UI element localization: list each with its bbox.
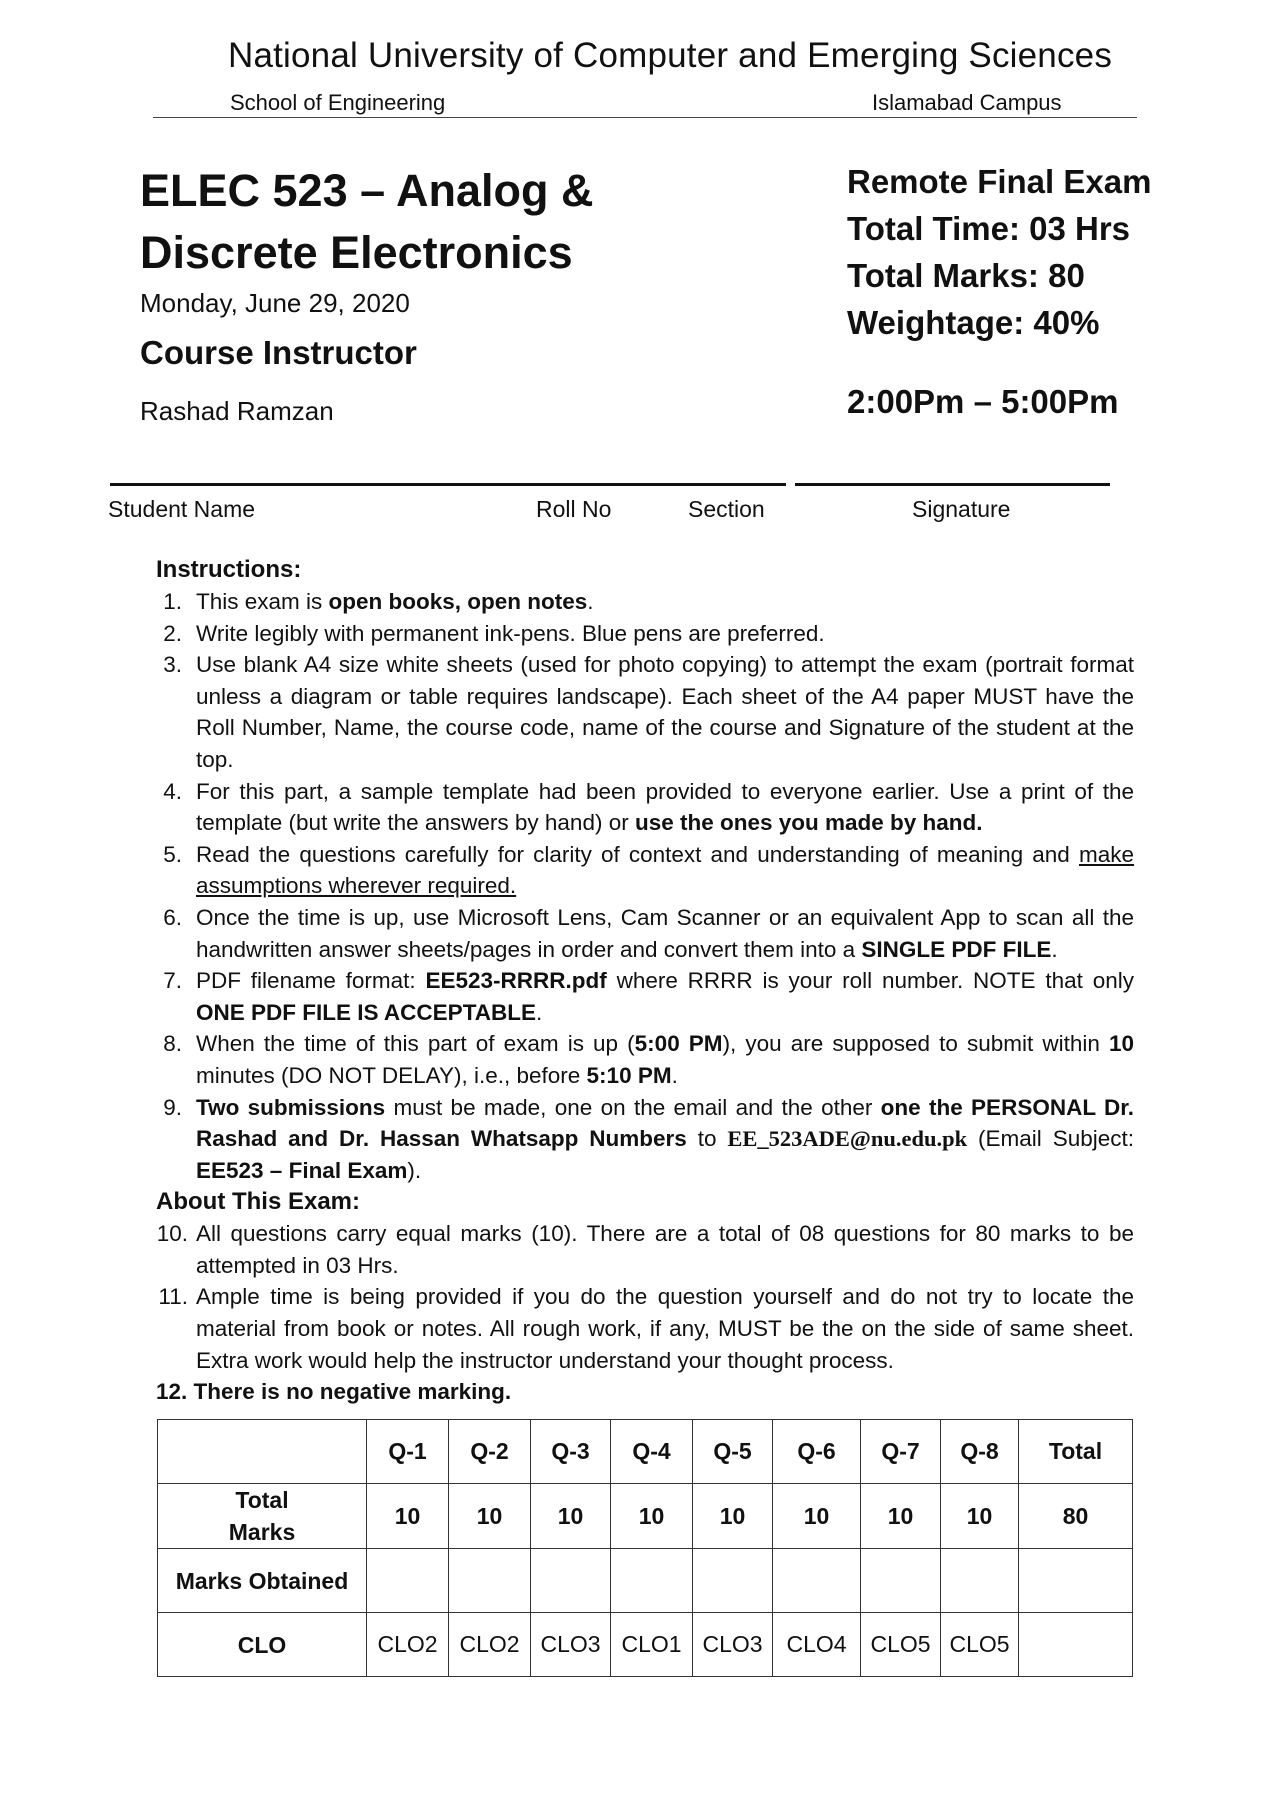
instruction-item — [156, 839, 1134, 902]
table-header-row — [158, 1420, 1133, 1484]
section-label: Section — [688, 496, 765, 522]
table-cell: CLO4 — [773, 1613, 861, 1677]
item-text: . — [536, 999, 543, 1025]
instruction-item — [156, 1092, 1134, 1187]
instructions-heading: Instructions: — [156, 556, 302, 583]
table-cell: CLO2 — [367, 1613, 449, 1677]
table-cell — [1019, 1549, 1133, 1613]
item-number: 3. — [163, 652, 182, 678]
table-cell: 10 — [367, 1484, 449, 1549]
about-item — [156, 1218, 1134, 1281]
item-underlined: make assumptions wherever required. — [196, 841, 1134, 899]
item-text: Read the questions carefully for clarity of context and understanding of meaning and — [196, 841, 1079, 867]
name-roll-section-line — [110, 483, 786, 486]
table-cell — [693, 1549, 773, 1613]
item-number: 8. — [163, 1031, 182, 1057]
item-text: When the time of this part of exam is up ( — [196, 1031, 635, 1057]
signature-label: Signature — [912, 496, 1011, 522]
instruction-item — [156, 618, 1134, 650]
table-cell: 10 — [611, 1484, 693, 1549]
signature-line — [795, 483, 1110, 486]
item-text: to — [686, 1126, 728, 1152]
item-number: 2. — [163, 620, 182, 646]
header-q4: Q-4 — [611, 1420, 693, 1484]
item-text: Ample time is being provided if you do the question yourself and do not try to locate the material from book or notes. All rough work, if any, MUST be the on the side of same sheet. Extra work would help the instructor understand your thought process. — [196, 1284, 1134, 1373]
header-q6: Q-6 — [773, 1420, 861, 1484]
total-marks-label — [158, 1484, 367, 1549]
clo-label: CLO — [158, 1613, 367, 1677]
table-cell — [367, 1549, 449, 1613]
item-emphasis: 5:00 PM — [634, 1031, 723, 1057]
instruction-item — [156, 649, 1134, 775]
item-emphasis: Two submissions — [196, 1094, 386, 1120]
header-total: Total — [1019, 1420, 1133, 1484]
table-cell — [861, 1549, 941, 1613]
item-emphasis: open books, open notes — [328, 589, 588, 614]
item-number: 10. — [156, 1221, 188, 1247]
table-cell: CLO5 — [861, 1613, 941, 1677]
total-marks-row — [158, 1484, 1133, 1549]
item-emphasis: SINGLE PDF FILE — [861, 936, 1052, 962]
student-name-label: Student Name — [108, 496, 256, 522]
table-cell: 10 — [941, 1484, 1019, 1549]
item-text: . — [1051, 936, 1058, 962]
header-q2: Q-2 — [449, 1420, 531, 1484]
instructor-heading: Course Instructor — [140, 334, 417, 371]
item-number: 9. — [163, 1094, 182, 1120]
item-text: . — [587, 589, 594, 614]
instructions-list — [156, 586, 1134, 1186]
course-title-line-2: Discrete Electronics — [140, 227, 573, 278]
item-text: minutes (DO NOT DELAY), i.e., before — [196, 1062, 587, 1088]
header-rule — [153, 117, 1137, 118]
course-title-line-1: ELEC 523 – Analog & — [140, 165, 594, 216]
item-emphasis: ONE PDF FILE IS ACCEPTABLE — [196, 999, 537, 1025]
item-text: Use blank A4 size white sheets (used for photo copying) to attempt the exam (portrait format unless a diagram or table requires landscape). Each sheet of the A4 paper MUST have the Roll Number, Name, the course code, name of the course and Signature of the student at the top. — [196, 652, 1134, 772]
instruction-item — [156, 776, 1134, 839]
exam-date: Monday, June 29, 2020 — [140, 288, 410, 318]
instruction-item — [156, 902, 1134, 965]
item-text: For this part, a sample template had been provided to everyone earlier. Use a print of the template (but write the answers by hand) or — [196, 778, 1134, 836]
instructions-section — [156, 554, 1134, 1408]
table-cell: 10 — [531, 1484, 611, 1549]
about-item — [156, 1281, 1134, 1376]
header-q7: Q-7 — [861, 1420, 941, 1484]
item-text: Write legibly with permanent ink-pens. Blue pens are preferred. — [196, 620, 825, 646]
item-emphasis: one the PERSONAL Dr. Rashad and Dr. Hassan Whatsapp Numbers — [196, 1094, 1134, 1152]
instructor-name: Rashad Ramzan — [140, 396, 334, 426]
marks-obtained-row — [158, 1549, 1133, 1613]
table-cell: 80 — [1019, 1484, 1133, 1549]
total-marks: Total Marks: 80 — [847, 257, 1085, 294]
item-text: must be made, one on the email and the other — [385, 1094, 881, 1120]
table-cell: CLO3 — [693, 1613, 773, 1677]
table-cell — [773, 1549, 861, 1613]
item-number: 5. — [163, 841, 182, 867]
item-number: 11. — [158, 1284, 188, 1310]
table-cell: 10 — [773, 1484, 861, 1549]
table-cell: CLO1 — [611, 1613, 693, 1677]
item-text: where RRRR is your roll number. NOTE that only — [606, 968, 1134, 994]
item-emphasis: use the ones you made by hand. — [634, 810, 983, 836]
table-cell: CLO2 — [449, 1613, 531, 1677]
no-negative-marking: 12. There is no negative marking. — [156, 1379, 512, 1405]
header-q3: Q-3 — [531, 1420, 611, 1484]
label-line: Marks — [228, 1519, 296, 1545]
table-cell — [611, 1549, 693, 1613]
item-emphasis: 10 — [1108, 1031, 1134, 1057]
table-cell: 10 — [861, 1484, 941, 1549]
table-corner-cell — [158, 1420, 367, 1484]
weightage: Weightage: 40% — [847, 304, 1100, 341]
header-q8: Q-8 — [941, 1420, 1019, 1484]
school-name: School of Engineering — [230, 90, 446, 115]
instruction-item — [156, 1028, 1134, 1091]
item-emphasis: EE523 – Final Exam — [196, 1157, 408, 1183]
about-heading: About This Exam: — [156, 1188, 361, 1216]
item-text: Once the time is up, use Microsoft Lens, Cam Scanner or an equivalent App to scan all the handwritten answer sheets/pages in order and convert them into a — [196, 904, 1134, 962]
clo-row — [158, 1613, 1133, 1677]
exam-timing: 2:00Pm – 5:00Pm — [847, 383, 1119, 420]
item-emphasis: 5:10 PM — [586, 1062, 672, 1088]
exam-info — [847, 158, 1151, 425]
university-title: National University of Computer and Emerging Sciences — [227, 36, 1113, 75]
label-line: Total — [235, 1487, 289, 1513]
item-text: ), you are supposed to submit within — [722, 1031, 1109, 1057]
table-cell: CLO3 — [531, 1613, 611, 1677]
campus-name: Islamabad Campus — [872, 90, 1062, 115]
instruction-item — [156, 586, 1134, 618]
table-cell — [1019, 1613, 1133, 1677]
table-cell: 10 — [449, 1484, 531, 1549]
course-title — [140, 160, 593, 284]
item-text: PDF filename format: — [196, 968, 426, 994]
header-q1: Q-1 — [367, 1420, 449, 1484]
table-cell: 10 — [693, 1484, 773, 1549]
about-list — [156, 1218, 1134, 1376]
table-cell — [941, 1549, 1019, 1613]
table-cell — [531, 1549, 611, 1613]
item-number: 6. — [163, 904, 182, 930]
roll-no-label: Roll No — [536, 496, 612, 522]
submission-email[interactable]: EE_523ADE@nu.edu.pk — [727, 1126, 968, 1152]
marks-obtained-label: Marks Obtained — [158, 1549, 367, 1613]
item-number: 4. — [163, 778, 182, 804]
exam-type: Remote Final Exam — [847, 163, 1152, 200]
item-number: 1. — [163, 589, 182, 614]
table-cell — [449, 1549, 531, 1613]
item-text: All questions carry equal marks (10). There are a total of 08 questions for 80 marks to be attempted in 03 Hrs. — [196, 1221, 1134, 1278]
marks-table — [157, 1419, 1133, 1677]
item-text: ). — [407, 1157, 422, 1183]
item-emphasis: EE523-RRRR.pdf — [425, 968, 607, 994]
item-text: . — [671, 1062, 678, 1088]
table-cell: CLO5 — [941, 1613, 1019, 1677]
total-time: Total Time: 03 Hrs — [847, 210, 1131, 247]
item-text: (Email Subject: — [967, 1126, 1134, 1152]
header-q5: Q-5 — [693, 1420, 773, 1484]
item-number: 7. — [163, 968, 182, 994]
instruction-item — [156, 965, 1134, 1028]
item-text: This exam is — [196, 589, 329, 614]
